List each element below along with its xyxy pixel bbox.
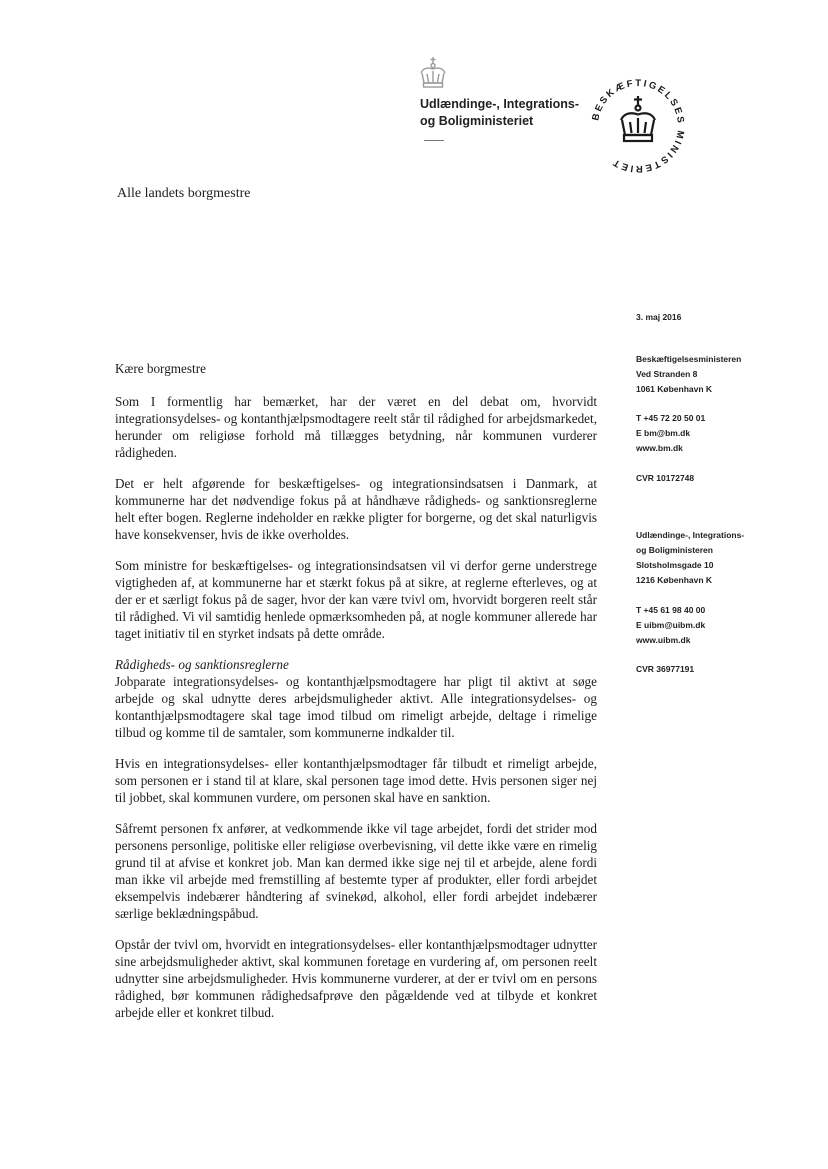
uim-phone: T +45 61 98 40 00 (636, 605, 706, 615)
paragraph: Som ministre for beskæftigelses- og integrationsindsatsen vil vi derfor gerne understrege vigtigheden af, at kommunerne har et stærkt fokus på at sikre, at reglerne efterleves, og at der er et særligt fokus på de sager, hvor der kan være tvivl om, hvorvidt borgeren reelt står til rådighed. Vi vil samtidig henlede opmærksomheden på, at nogle kommuner allerede har taget initiativ til en styrket indsats på dette område. (115, 558, 597, 641)
uim-address-city: 1216 København K (636, 575, 713, 585)
paragraph: Opstår der tvivl om, hvorvidt en integrationsydelses- eller kontanthjælpsmodtager udnytter sine arbejdsmuligheder aktivt, skal kommunen foretage en vurdering af, om personen reelt udnytter sine arbejdsmuligheder. Hvis kommunerne vurderer, at der er tvivl om en persons rådighed, bør kommunen rådighedsafprøve den pågældende ved at tilbyde et konkret arbejde eller et konkret tilbud. (115, 937, 597, 1020)
seal-text: BESKÆFTIGELSES MINISTERIET (590, 77, 687, 175)
uim-cvr: CVR 36977191 (636, 664, 695, 674)
uim-website: www.uibm.dk (636, 635, 691, 645)
uim-address (636, 528, 744, 588)
royal-crown-icon (415, 56, 451, 90)
bm-email: E bm@bm.dk (636, 428, 691, 438)
bm-address-name: Beskæftigelsesministeren (636, 354, 742, 364)
header-divider (424, 140, 444, 141)
royal-crown-seal-icon (583, 68, 693, 178)
uim-email: E uibm@uibm.dk (636, 620, 706, 630)
bm-cvr: CVR 10172748 (636, 473, 695, 483)
bm-phone: T +45 72 20 50 01 (636, 413, 706, 423)
ministry-name (420, 96, 579, 130)
uim-contact (636, 603, 705, 648)
letter-date: 3. maj 2016 (636, 312, 682, 322)
bm-address (636, 352, 741, 397)
uim-address-name2: og Boligministeren (636, 545, 713, 555)
uim-address-name1: Udlændinge-, Integrations- (636, 530, 745, 540)
paragraph: Hvis en integrationsydelses- eller kontanthjælpsmodtager får tilbudt et rimeligt arbejde, som personen er i stand til at klare, skal personen tage imod dette. Hvis personen siger nej til jobbet, skal kommunen vurdere, om personen skal have en sanktion. (115, 756, 597, 805)
paragraph: Jobparate integrationsydelses- og kontanthjælpsmodtagere har pligt til aktivt at søge arbejde og skal udnytte deres arbejdsmuligheder aktivt. Alle integrationsydelses- og kontanthjælpsmodtagere skal tage imod tilbud om rimeligt arbejde, deltage i rimelige tilbud og komme til de samtaler, som kommunerne indkalder til. (115, 674, 597, 740)
paragraph: Såfremt personen fx anfører, at vedkommende ikke vil tage arbejdet, fordi det strider mod personens personlige, politiske eller religiøse overbevisning, vil dette ikke være en rimelig grund til at afvise et konkret job. Man kan dermed ikke sige nej til et arbejde, alene fordi man ikke vil arbejde med fremstilling af bestemte typer af produkter, eller fordi arbejdet eksempelvis indebærer håndtering af svinekød, alkohol, eller fordi arbejdet indebærer særlige beklædningspåbud. (115, 821, 597, 921)
paragraph: Det er helt afgørende for beskæftigelses- og integrationsindsatsen i Danmark, at kommunerne har det nødvendige fokus på at håndhæve rådigheds- og sanktionsreglerne helt efter bogen. Reglerne indeholder en række pligter for borgerne, og det skal naturligvis have konsekvenser, hvis de ikke overholdes. (115, 476, 597, 542)
letter-body (115, 360, 597, 1035)
uim-address-street: Slotsholmsgade 10 (636, 560, 714, 570)
section-heading: Rådigheds- og sanktionsreglerne (115, 657, 289, 672)
paragraph: Som I formentlig har bemærket, har der været en del debat om, hvorvidt integrationsydelses- og kontanthjælpsmodtagere reelt står til rådighed for arbejdsmarkedet, herunder om religiøse forhold må tillægges betydning, når kommunen vurderer rådigheden. (115, 394, 597, 460)
bm-address-city: 1061 København K (636, 384, 713, 394)
bm-website: www.bm.dk (636, 443, 683, 453)
salutation: Kære borgmestre (115, 361, 206, 376)
bm-address-street: Ved Stranden 8 (636, 369, 698, 379)
ministry-name-line1: Udlændinge-, Integrations- (420, 97, 580, 111)
bm-contact (636, 411, 705, 456)
ministry-name-line2: og Boligministeriet (420, 114, 534, 128)
addressee: Alle landets borgmestre (117, 186, 251, 201)
